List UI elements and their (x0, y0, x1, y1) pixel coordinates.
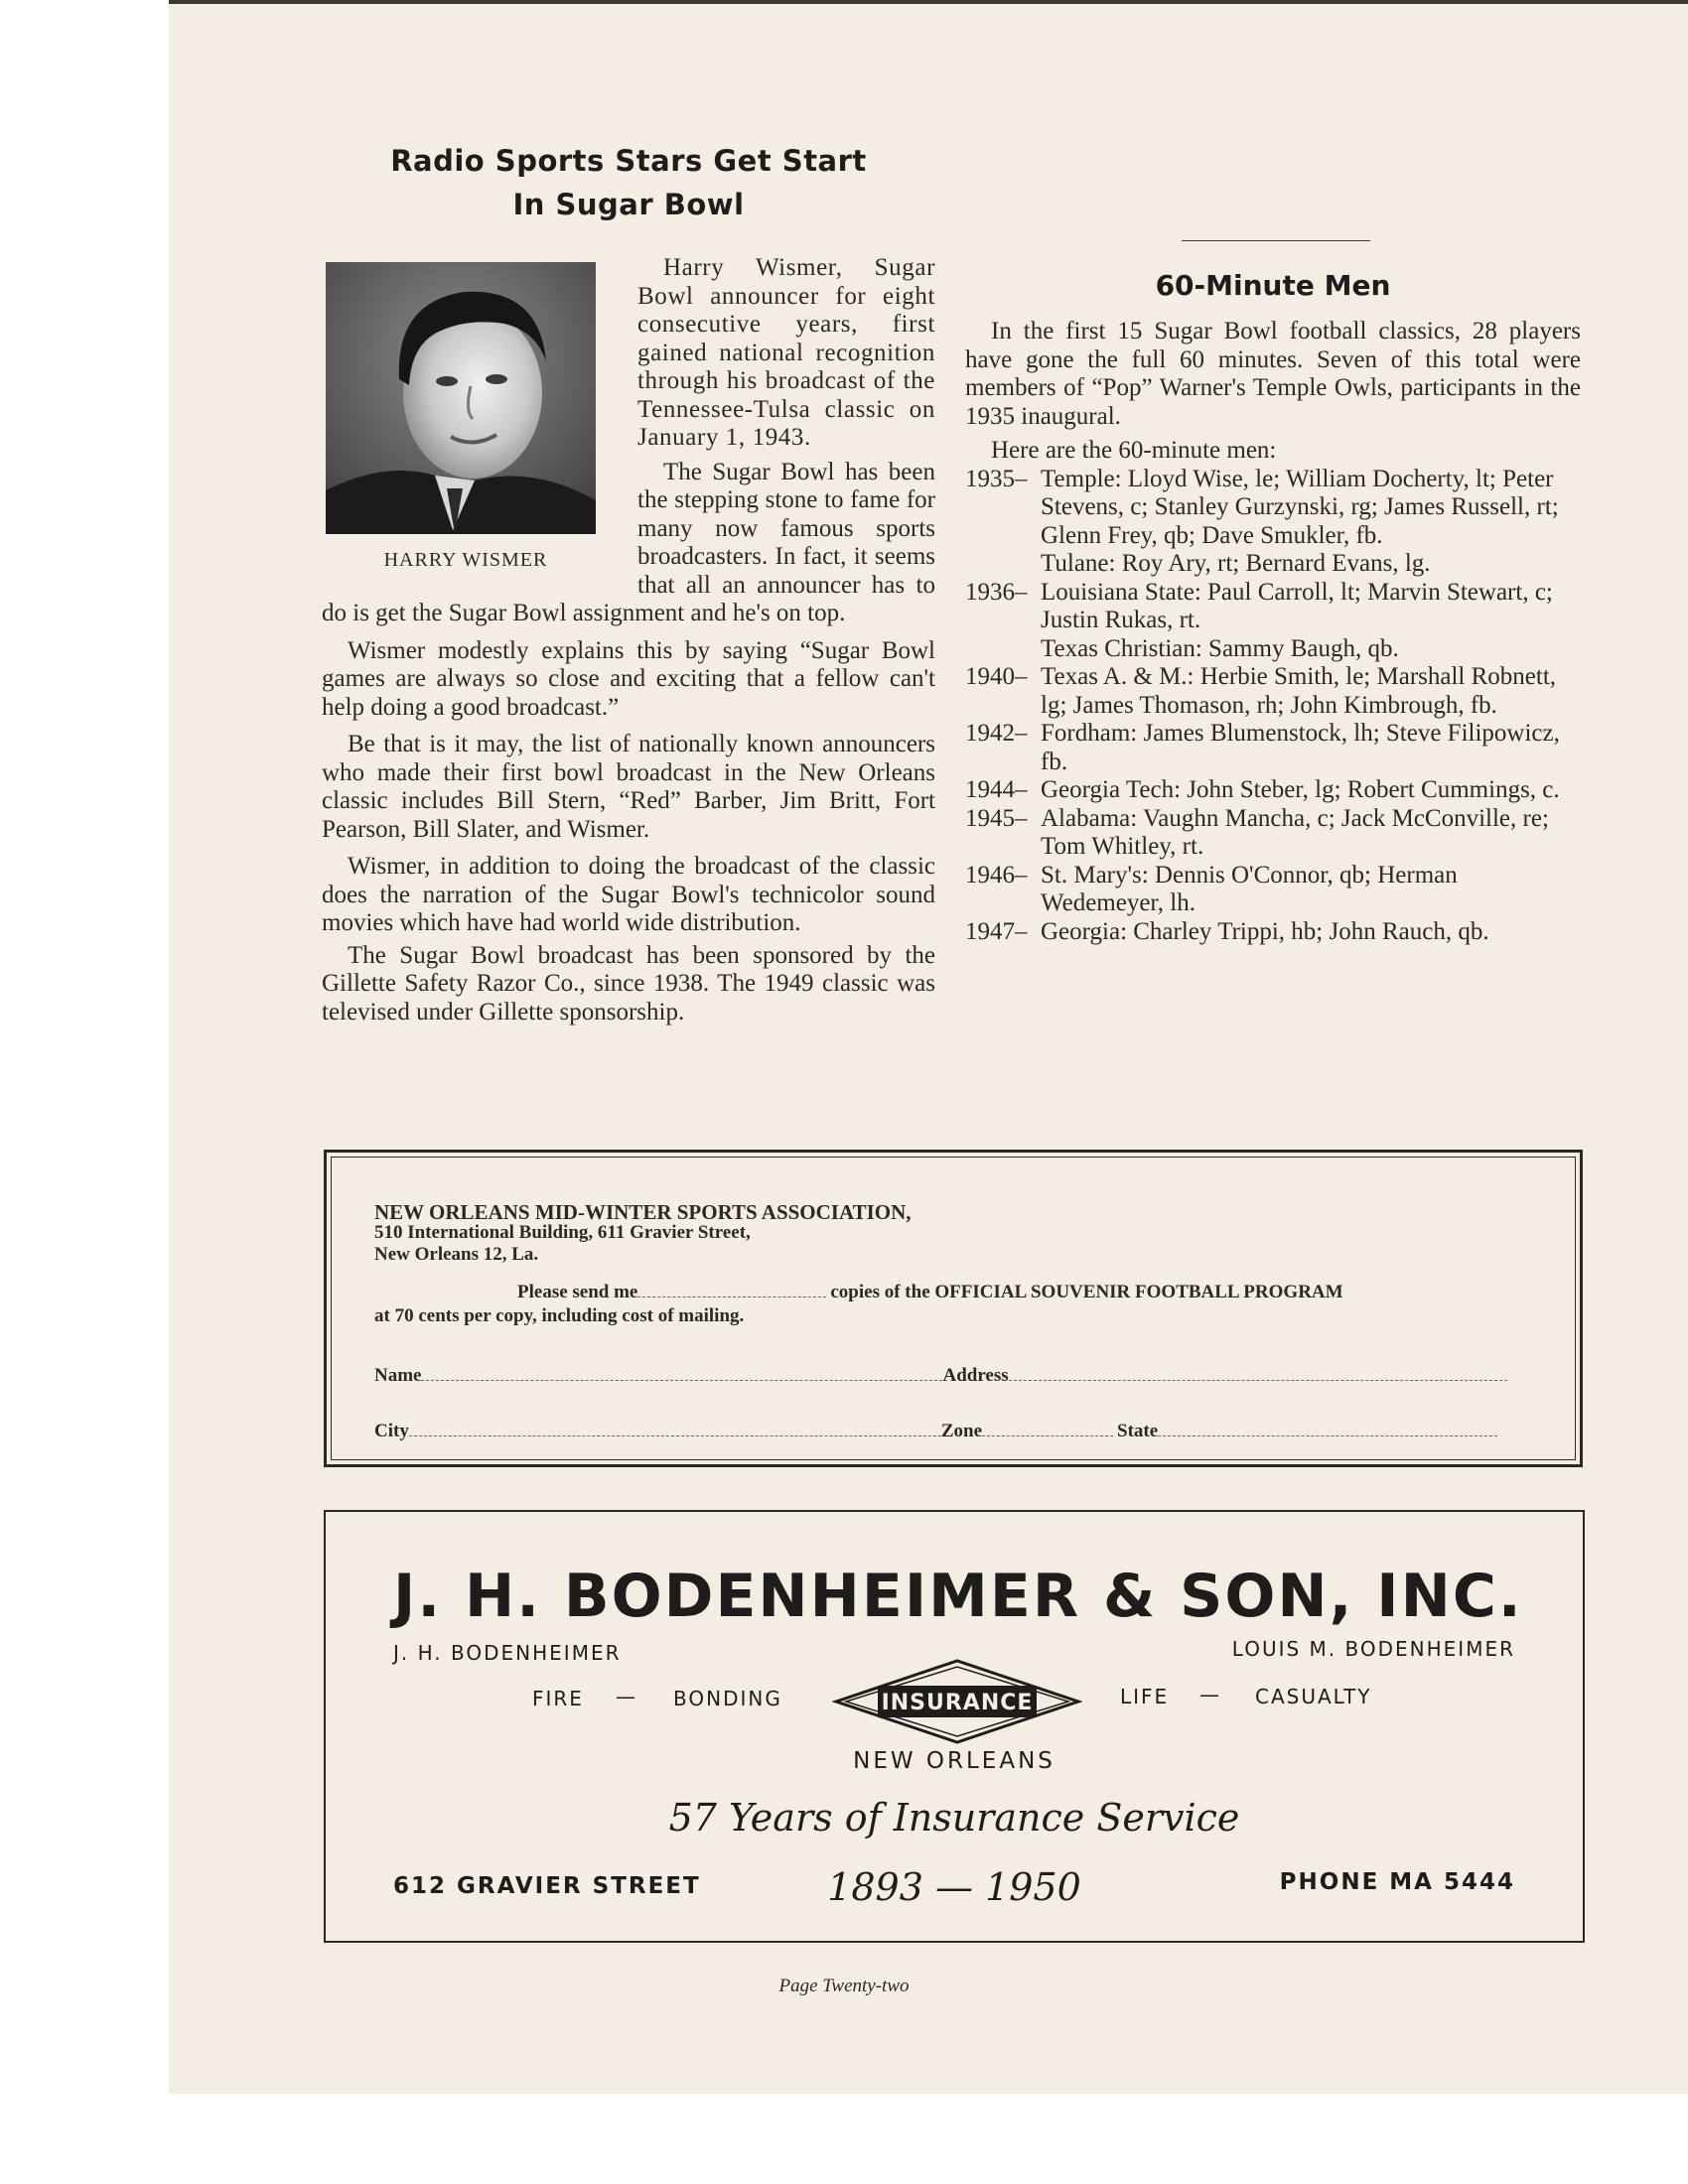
entry-year: 1935– (965, 465, 1028, 492)
entry-team-line: Georgia: Charley Trippi, hb; John Rauch, qb. (1041, 917, 1489, 945)
page-number: Page Twenty-two (778, 1976, 910, 1996)
name-label: Name (374, 1365, 422, 1386)
entry-year: 1936– (965, 578, 1028, 606)
person-right: LOUIS M. BODENHEIMER (1231, 1637, 1515, 1661)
order-address-1: 510 International Building, 611 Gravier Street, (374, 1222, 751, 1243)
insurance-emblem-icon (832, 1657, 1082, 1746)
program-order-form (324, 1150, 1583, 1467)
order-address-2: New Orleans 12, La. (374, 1244, 539, 1265)
sixty-minute-entry (965, 805, 1581, 862)
company-name: J. H. BODENHEIMER & SON, INC. (393, 1562, 1523, 1631)
years-range: 1893 — 1950 (827, 1865, 1081, 1909)
entry-team-line: Tulane: Roy Ary, rt; Bernard Evans, lg. (1041, 550, 1431, 577)
radio-stars-article (322, 139, 935, 1026)
portrait-illustration (326, 262, 596, 534)
zone-field[interactable] (982, 1435, 1113, 1436)
entry-team-line: Alabama: Vaughn Mancha, c; Jack McConville, re; Tom Whitley, rt. (1041, 804, 1549, 860)
person-left: J. H. BODENHEIMER (393, 1641, 622, 1665)
entry-text (1041, 663, 1581, 720)
order-org: NEW ORLEANS MID-WINTER SPORTS ASSOCIATION, (374, 1200, 912, 1224)
line-casualty: CASUALTY (1255, 1685, 1372, 1708)
sixty-minute-lead: Here are the 60-minute men: (991, 437, 1277, 464)
city-field[interactable] (409, 1435, 941, 1436)
state-field[interactable] (1158, 1435, 1497, 1436)
entry-team-line: Texas A. & M.: Herbie Smith, le; Marshall Robnett, lg; James Thomason, rh; John Kimbrough, fb. (1041, 663, 1557, 719)
article-title-line2: In Sugar Bowl (512, 188, 745, 221)
entry-team-line: Temple: Lloyd Wise, le; William Docherty, lt; Peter Stevens, c; Stanley Gurzynski, rg; James Russell, rt; Glenn Frey, qb; Dave Smukler, fb. (1041, 465, 1559, 549)
name-address-line (374, 1365, 1507, 1387)
phone-number: PHONE MA 5444 (1279, 1869, 1515, 1895)
article-paragraph-1: Harry Wismer, Sugar Bowl announcer for eight consecutive years, first gained national recognition through his broadcast of the Tennessee-Tulsa classic on January 1, 1943. (637, 254, 935, 451)
entry-text (1041, 805, 1581, 862)
article-paragraph-6: The Sugar Bowl broadcast has been sponsored by the Gillette Safety Razor Co., since 1938. The 1949 classic was televised under Gillette sponsorship. (322, 941, 935, 1025)
entry-text (1041, 862, 1581, 918)
entry-text (1041, 776, 1581, 805)
entry-year: 1946– (965, 861, 1028, 888)
street-address: 612 GRAVIER STREET (393, 1873, 701, 1899)
name-field[interactable] (421, 1380, 942, 1381)
emblem-text: INSURANCE (881, 1691, 1034, 1715)
city-zone-state-line (374, 1421, 1497, 1442)
city-label: City (374, 1421, 409, 1441)
city-name: NEW ORLEANS (853, 1748, 1055, 1774)
sixty-minute-intro: In the first 15 Sugar Bowl football classics, 28 players have gone the full 60 minutes. Seven of this total were members of “Pop” Warner's Temple Owls, participants in the 1935 inaugural. (965, 318, 1581, 430)
please-send-label: Please send me (517, 1282, 638, 1302)
line-fire: FIRE (532, 1687, 584, 1710)
entry-year: 1947– (965, 917, 1028, 945)
sixty-minute-entry (965, 579, 1581, 664)
sixty-minute-list (965, 466, 1581, 947)
entry-year: 1945– (965, 804, 1028, 832)
entry-team-line: Louisiana State: Paul Carroll, lt; Marvin Stewart, c; Justin Rukas, rt. (1041, 578, 1553, 633)
please-send-line (517, 1282, 1343, 1303)
sixty-minute-entry (965, 776, 1581, 805)
entry-team-line: St. Mary's: Dennis O'Connor, qb; Herman Wedemeyer, lh. (1041, 861, 1458, 916)
entry-year: 1942– (965, 720, 1028, 747)
entry-year: 1944– (965, 776, 1028, 803)
article-paragraph-4: Be that is it may, the list of nationally known announcers who made their first bowl broadcast in the New Orleans classic includes Bill Stern, “Red” Barber, Jim Britt, Fort Pearson, Bill Slater, and Wismer. (322, 731, 935, 843)
price-line: at 70 cents per copy, including cost of mailing. (374, 1305, 745, 1326)
address-field[interactable] (1009, 1380, 1507, 1381)
sixty-minute-entry (965, 720, 1581, 776)
article-paragraph-3: Wismer modestly explains this by saying “Sugar Bowl games are always so close and exciting that a fellow can't help doing a good broadcast.” (322, 636, 935, 721)
zone-label: Zone (940, 1421, 983, 1441)
line-life: LIFE (1120, 1685, 1170, 1708)
sixty-minute-title: 60-Minute Men (1155, 269, 1391, 302)
wismer-photo-block (322, 254, 610, 575)
entry-team-line: Fordham: James Blumenstock, lh; Steve Filipowicz, fb. (1041, 720, 1560, 775)
copies-of-label: copies of the OFFICIAL SOUVENIR FOOTBALL PROGRAM (830, 1282, 1343, 1302)
sixty-minute-entry (965, 663, 1581, 720)
entry-text (1041, 466, 1581, 579)
entry-text (1041, 579, 1581, 664)
wismer-portrait-photo (326, 262, 596, 534)
entry-year: 1940– (965, 663, 1028, 690)
entry-text (1041, 720, 1581, 776)
entry-text (1041, 918, 1581, 947)
dash-left: — (616, 1685, 635, 1708)
dash-right: — (1199, 1683, 1219, 1706)
divider-line (1182, 240, 1370, 241)
article-paragraph-5: Wismer, in addition to doing the broadcast of the classic does the narration of the Sugar Bowl's technicolor sound movies which have had world wide distribution. (322, 853, 935, 936)
sixty-minute-entry (965, 862, 1581, 918)
sixty-minute-entry (965, 918, 1581, 947)
state-label: State (1117, 1421, 1159, 1441)
address-label: Address (942, 1365, 1009, 1386)
sixty-minute-block (965, 266, 1581, 946)
article-paragraph-2: The Sugar Bowl has been the stepping stone to fame for many now famous sports broadcasters. In fact, it seems that all an announcer has to do is get the Sugar Bowl assignment and he's on top. (322, 458, 935, 626)
bodenheimer-insurance-ad (324, 1510, 1585, 1943)
entry-team-line: Georgia Tech: John Steber, lg; Robert Cummings, c. (1041, 776, 1560, 803)
article-title-line1: Radio Sports Stars Get Start (390, 144, 867, 178)
line-bonding: BONDING (673, 1687, 782, 1710)
article-title (322, 139, 935, 226)
slogan: 57 Years of Insurance Service (668, 1796, 1240, 1840)
sixty-minute-entry (965, 466, 1581, 579)
photo-caption: HARRY WISMER (383, 549, 548, 571)
entry-team-line: Texas Christian: Sammy Baugh, qb. (1041, 634, 1399, 662)
